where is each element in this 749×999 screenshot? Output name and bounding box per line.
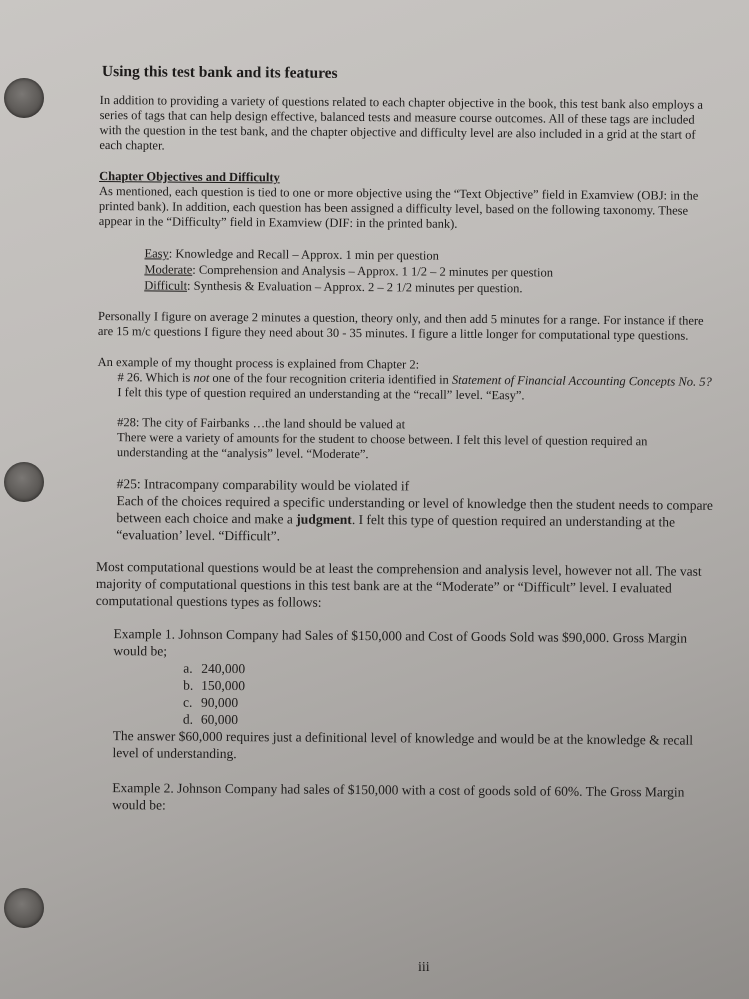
difficulty-taxonomy bbox=[144, 245, 718, 298]
example-question-26: # 26. Which is not one of the four recognition criteria identified in Statement of Financial Accounting Concepts No. 5? bbox=[117, 370, 712, 389]
objectives-section bbox=[99, 169, 719, 234]
section-title: Chapter Objectives and Difficulty bbox=[99, 168, 280, 185]
computational-example-2: Example 2. Johnson Company had sales of $150,000 with a cost of goods sold of 60%. The Gross Margin would be: bbox=[112, 780, 685, 813]
binder-hole-icon bbox=[4, 888, 44, 928]
question-28-text: #28: The city of Fairbanks …the land should be valued at bbox=[117, 415, 406, 432]
binder-hole-icon bbox=[4, 78, 44, 118]
example-question-25 bbox=[116, 475, 717, 548]
timing-paragraph: Personally I figure on average 2 minutes a question, theory only, and then add 5 minutes for a range. For instance if there are 15 m/c questions I figure they need about 30 - 35 minutes. I figure a little longer for computational type questions. bbox=[97, 308, 704, 343]
choice-item: a. 240,000 bbox=[183, 660, 246, 677]
taxonomy-item-difficult: Difficult: Synthesis & Evaluation – Approx. 2 – 2 1/2 minutes per question. bbox=[144, 278, 523, 296]
taxonomy-item-moderate: Moderate: Comprehension and Analysis – Approx. 1 1/2 – 2 minutes per question bbox=[144, 262, 554, 280]
thought-process-example bbox=[97, 355, 717, 405]
binder-hole-icon bbox=[4, 462, 44, 502]
page-content bbox=[94, 64, 720, 818]
section-body: As mentioned, each question is tied to one or more objective using the “Text Objective” field in Examview (OBJ: in the printed bank). In addition, each question has been assigned a difficulty level, based on the following taxonomy. These appear in the “Difficulty” field in Examview (DIF: in the printed bank). bbox=[98, 183, 699, 231]
example-1-choices bbox=[183, 660, 716, 732]
example-1-question: Example 1. Johnson Company had Sales of $150,000 and Cost of Goods Sold was $90,000. Gross Margin would be; bbox=[113, 626, 688, 659]
example-reason-26: I felt this type of question required an understanding at the “recall” level. “Easy”. bbox=[117, 385, 525, 403]
page-number: iii bbox=[418, 960, 430, 975]
choice-item: c. 90,000 bbox=[182, 694, 239, 711]
question-25-text: #25: Intracompany comparability would be violated if bbox=[116, 476, 410, 494]
taxonomy-item-easy: Easy: Knowledge and Recall – Approx. 1 min per question bbox=[144, 246, 439, 263]
example-question-28 bbox=[117, 415, 717, 465]
choice-item: b. 150,000 bbox=[183, 677, 246, 694]
intro-paragraph: In addition to providing a variety of questions related to each chapter objective in the book, this test bank also employs a series of tags that can help design effective, balanced tests and measure course outcomes. All of these tags are included with the question in the test bank, and the chapter objective and difficulty level are also included in a grid at the start of each chapter. bbox=[99, 92, 704, 153]
page-title: Using this test bank and its features bbox=[101, 63, 338, 82]
question-25-reason: Each of the choices required a specific understanding or level of knowledge then the student needs to compare between each choice and make a judgment. I felt this type of question required an understanding at the “evaluation’ level. “Difficult”. bbox=[116, 493, 714, 544]
computational-paragraph: Most computational questions would be at least the comprehension and analysis level, however not all. The vast majority of computational questions in this test bank are at the “Moderate” or “Difficult” level. I evaluated computational questions types as follows: bbox=[95, 558, 702, 610]
computational-example-1 bbox=[113, 625, 716, 766]
choice-item: d. 60,000 bbox=[182, 711, 239, 728]
example-1-answer: The answer $60,000 requires just a definitional level of knowledge and would be at the knowledge & recall level of understanding. bbox=[112, 728, 694, 762]
question-28-reason: There were a variety of amounts for the student to choose between. I felt this level of question required an understanding at the “analysis” level. “Moderate”. bbox=[116, 430, 648, 462]
example-intro: An example of my thought process is explained from Chapter 2: bbox=[97, 354, 420, 372]
